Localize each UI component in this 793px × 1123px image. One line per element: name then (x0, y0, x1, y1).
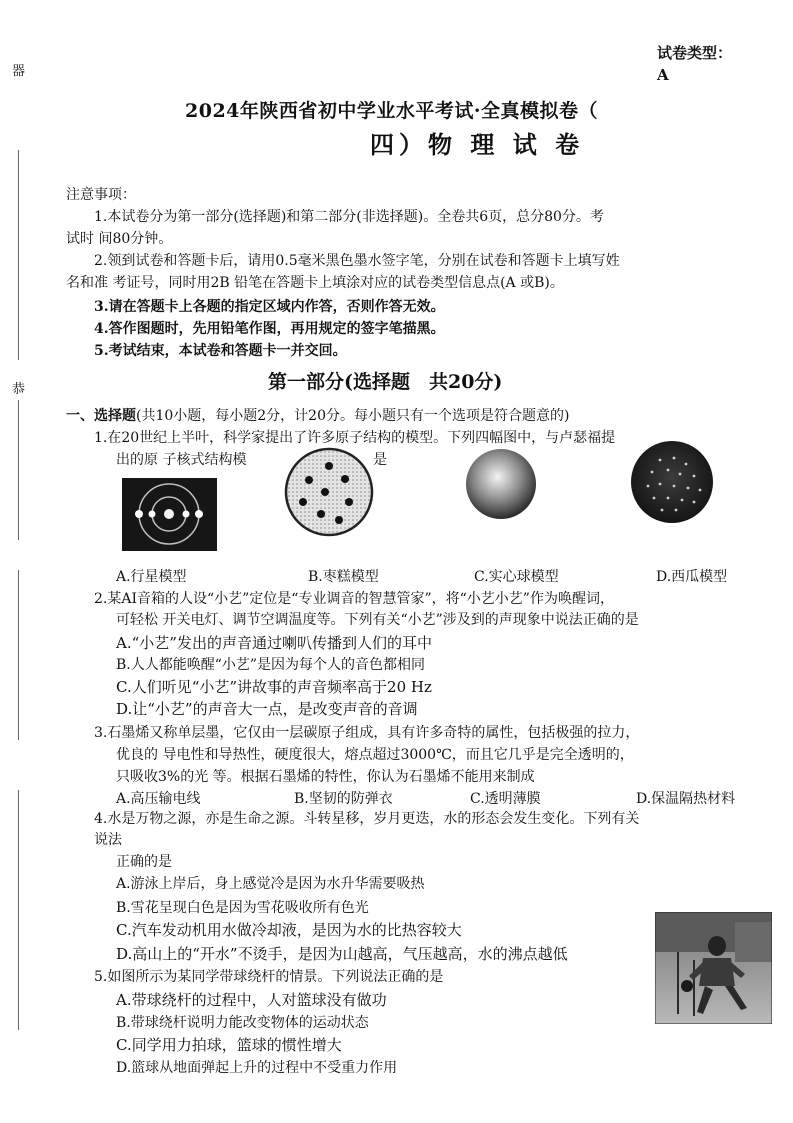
watermelon-model-figure (630, 440, 714, 524)
q4-line1: 4.水是万物之源，亦是生命之源。斗转星移，岁月更迭，水的形态会发生变化。下列有关 (94, 811, 640, 827)
page-title-line2: 四）物 理 试 卷 (370, 130, 585, 159)
section1-desc: (共10小题，每小题2分，计20分。每小题只有一个选项是符合题意的) (136, 408, 570, 424)
q3-line1: 3.石墨烯又称单层墨，它仅由一层碳原子组成，具有许多奇特的属性，包括极强的拉力， (94, 725, 640, 741)
q5-line1: 5.如图所示为某同学带球绕杆的情景。下列说法正确的是 (94, 969, 444, 985)
q2-line1: 2.某AI音箱的人设“小艺”定位是“专业调音的智慧管家”，将“小艺小艺”作为唤醒词， (94, 591, 614, 607)
section1-heading (66, 407, 569, 425)
exam-type-label: 试卷类型： (657, 44, 733, 62)
q5-option-c: C.同学用力拍球，篮球的惯性增大 (116, 1036, 342, 1054)
margin-line (18, 150, 19, 360)
q2-option-b: B.人人都能唤醒“小艺”是因为每个人的音色都相同 (116, 657, 426, 673)
q1-line1: 1.在20世纪上半叶，科学家提出了许多原子结构的模型。下列四幅图中，与卢瑟福提 (94, 430, 616, 446)
section1-label: 一、选择题 (66, 408, 136, 424)
basketball-dribble-photo (655, 912, 772, 1024)
q2-option-c: C.人们听见“小艺”讲故事的声音频率高于20 Hz (116, 678, 432, 696)
planetary-model-figure (122, 478, 217, 551)
exam-type-value: A (657, 66, 669, 84)
note-2a: 2.领到试卷和答题卡后，请用0.5毫米黑色墨水签字笔，分别在试卷和答题卡上填写姓 (94, 253, 620, 269)
q3-line3: 只吸收3%的光 等。根据石墨烯的特性，你认为石墨烯不能用来制成 (116, 769, 535, 785)
q2-line2: 可轻松 开关电灯、调节空调温度等。下列有关“小艺”涉及到的声现象中说法正确的是 (116, 612, 639, 628)
q2-option-d: D.让“小艺”的声音大一点，是改变声音的音调 (116, 700, 418, 718)
q1-option-b: B.枣糕模型 (308, 569, 379, 585)
q1-option-d: D.西瓜模型 (656, 569, 728, 585)
margin-mark-mid: 恭 (12, 382, 26, 397)
note-3: 3.请在答题卡上各题的指定区域内作答，否则作答无效。 (94, 299, 445, 315)
solid-sphere-model-figure (465, 448, 537, 520)
q3-option-a: A.高压输电线 (116, 791, 201, 807)
plum-pudding-model-figure (283, 446, 375, 538)
q1-line2b: 是 (373, 452, 387, 468)
q3-line2: 优良的 导电性和导热性，硬度很大，熔点超过3000℃，而且它几乎是完全透明的， (116, 747, 634, 763)
margin-mark-top: 器 (12, 64, 26, 79)
part1-title: 第一部分(选择题 共20分) (268, 371, 503, 393)
q1-option-a: A.行星模型 (116, 569, 187, 585)
q1-line2a: 出的原 子核式结构模 (116, 452, 247, 468)
q4-option-a: A.游泳上岸后，身上感觉冷是因为水升华需要吸热 (116, 876, 425, 892)
q4-line3: 正确的是 (116, 854, 172, 870)
note-4: 4.答作图题时，先用铅笔作图，再用规定的签字笔描黑。 (94, 321, 445, 337)
q4-option-b: B.雪花呈现白色是因为雪花吸收所有色光 (116, 900, 369, 916)
margin-line (18, 790, 19, 1030)
q5-option-d: D.篮球从地面弹起上升的过程中不受重力作用 (116, 1060, 398, 1076)
margin-line (18, 570, 19, 740)
q4-option-d: D.高山上的“开水”不烫手，是因为山越高，气压越高，水的沸点越低 (116, 945, 568, 963)
q1-option-c: C.实心球模型 (474, 569, 559, 585)
q3-option-c: C.透明薄膜 (470, 791, 541, 807)
note-1b: 试时 间80分钟。 (66, 231, 173, 247)
q3-option-b: B.坚韧的防弹衣 (294, 791, 393, 807)
q5-option-a: A.带球绕杆的过程中，人对篮球没有做功 (116, 991, 387, 1009)
q2-option-a: A.“小艺”发出的声音通过喇叭传播到人们的耳中 (116, 634, 432, 652)
margin-line (18, 400, 19, 540)
note-5: 5.考试结束，本试卷和答题卡一并交回。 (94, 343, 347, 359)
page-title-line1: 2024年陕西省初中学业水平考试·全真模拟卷（ (185, 100, 598, 122)
notes-heading: 注意事项： (66, 187, 136, 203)
note-2b: 名和准 考证号，同时用2B 铅笔在答题卡上填涂对应的试卷类型信息点(A 或B)。 (66, 275, 564, 291)
q5-option-b: B.带球绕杆说明力能改变物体的运动状态 (116, 1015, 369, 1031)
q4-line2: 说法 (94, 832, 122, 848)
q4-option-c: C.汽车发动机用水做冷却液，是因为水的比热容较大 (116, 921, 462, 939)
q3-option-d: D.保温隔热材料 (636, 791, 736, 807)
note-1a: 1.本试卷分为第一部分(选择题)和第二部分(非选择题)。全卷共6页，总分80分。考 (94, 209, 604, 225)
